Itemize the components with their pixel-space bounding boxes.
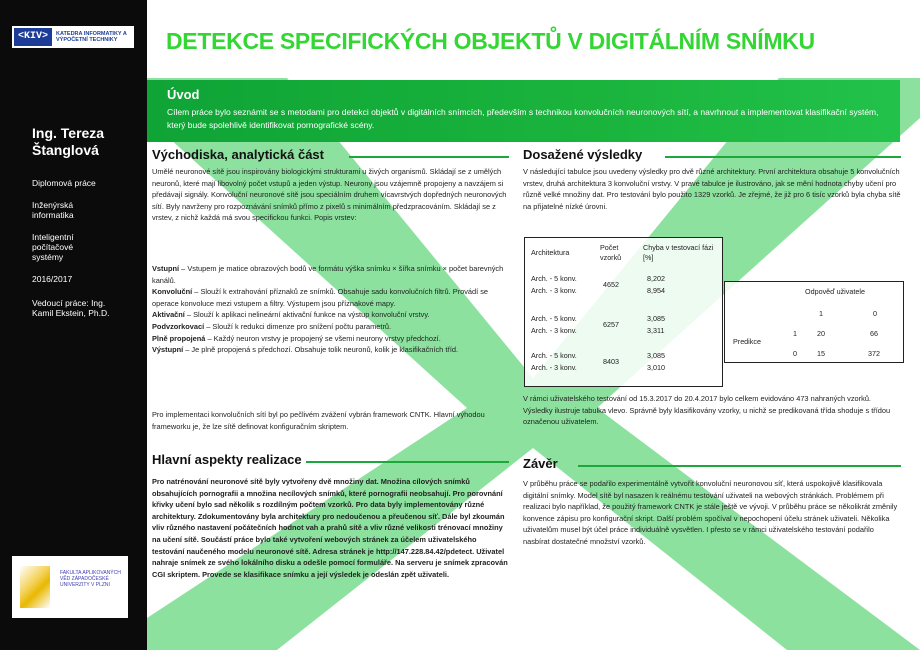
confusion-cell: 15 [817,349,825,358]
layer-item [152,321,510,333]
section-heading-vysledky: Dosažené výsledky [523,147,643,162]
table-cell: Arch. - 3 konv. [531,326,577,335]
table-cell: 8,954 [647,286,665,295]
layer-description: – Slouží k extrahování příznaků ze snímků. Obsahuje sadu konvolučních filtrů. Provádí se operace konvoluce mezi vstupem a filtry. Výstupem jsou příznakové mapy. [152,287,489,308]
table-header: Architektura [531,248,570,257]
section-divider [349,156,509,158]
confusion-row-label: 0 [793,349,797,358]
table-header: Počet vzorků [600,243,622,262]
table-cell: Arch. - 5 konv. [531,351,577,360]
confusion-cell: 66 [870,329,878,338]
poster-title: DETEKCE SPECIFICKÝCH OBJEKTŮ V DIGITÁLNÍM SNÍMKU [166,28,815,54]
confusion-table [724,281,904,363]
section-heading-zaver: Závěr [523,456,558,471]
vychodiska-paragraph: Umělé neuronové sítě jsou inspirovány biologickými strukturami u živých organismů. Skládají se z umělých neuronů, které mají libovolný počet vstupů a jeden výstup. Neurony jsou vzájemně propojeny a navzájem si předávají signály. Konvoluční neuronové sítě jsou speciálním druhem vícavrstvých dopředných neuronových sítí. Byly navrženy pro rozpoznávání snímků přímo z pixelů s minimálním předzpracováním. Skládají se z vrstev, z nichž každá má svou specifickou funkci. Popis vrstev: [152,167,507,223]
intro-text: Cílem práce bylo seznámit se s metodami pro detekci objektů v digitálních snímcích, především s technikou konvolučních neuronových sítí, a navrhnout a implementovat klasifikační systém, který bude spolehlivě identifikovat pornografické scény. [167,107,879,130]
layer-name: Konvoluční [152,287,193,297]
table-cell: 3,085 [647,314,665,323]
confusion-header: Odpověď uživatele [805,287,865,296]
study-field: Inženýrská informatika [32,200,74,220]
layer-name: Plně propojená [152,333,206,343]
layer-item [152,309,510,321]
kiv-logo-text: KATEDRA INFORMATIKY A VÝPOČETNÍ TECHNIKY [56,30,127,43]
layer-name: Vstupní [152,264,180,273]
layer-item [152,286,510,309]
table-cell: 4652 [603,280,619,289]
layer-description: – Je plně propojená s předchozí. Obsahuje tolik neuronů, kolik je klasifikačních tříd. [183,345,459,355]
layer-name: Aktivační [152,310,185,320]
confusion-col-label: 0 [873,309,877,318]
layer-name: Podvzorkovací [152,321,205,331]
academic-year: 2016/2017 [32,274,73,284]
table-cell: Arch. - 5 konv. [531,314,577,323]
layer-description: – Slouží k aplikaci nelineární aktivační funkce na výstup konvoluční vrstvy. [184,310,430,320]
table-cell: 6257 [603,320,619,329]
intro-section [147,80,900,142]
confusion-row-header: Predikce [733,337,761,346]
table-cell: 8403 [603,357,619,366]
table-cell: 8,202 [647,274,665,283]
confusion-col-label: 1 [819,309,823,318]
vysledky-paragraph-2: V rámci uživatelského testování od 15.3.2017 do 20.4.2017 bylo celkem evidováno 473 nahraných vzorků. Výsledky ilustruje tabulka vlevo. Správně byly klasifikovány vzorky, u nichž se predikovaná třída shoduje s třídou označenou uživatelem. [523,394,891,427]
table-cell: 3,311 [647,326,665,335]
confusion-cell: 20 [817,329,825,338]
section-heading-aspekty: Hlavní aspekty realizace [152,452,302,467]
layer-name: Výstupní [152,345,184,355]
kiv-logo-mark: <KIV> [14,28,52,46]
table-cell: Arch. - 3 konv. [531,286,577,295]
kiv-logo [12,26,134,48]
layer-item [152,344,510,356]
layer-description: – Každý neuron vrstvy je propojený se všemi neurony vrstvy předchozí. [205,333,441,343]
layer-item [152,263,510,286]
zcu-logo-text: FAKULTA APLIKOVANÝCH VĚD ZÁPADOČESKÉ UNIVERZITY V PLZNI [60,570,121,589]
vysledky-paragraph: V následující tabulce jsou uvedeny výsledky pro dvě různé architektury. První architektura obsahuje 5 konvolučních vrstev, druhá architektura 3 konvoluční vrstvy. V pravé tabulce je ilustrováno, jak se mění hodnota chyby učení pro různě velké množiny dat. Pro testování bylo použito 1329 vzorků. Je zřejmé, že již pro 6 tisíc vzorků byla chyba sítě na přijatelné nízké úrovni. [523,167,901,211]
layer-description: – Slouží k redukci dimenze pro snížení počtu parametrů. [204,321,392,331]
table-cell: Arch. - 5 konv. [531,274,577,283]
sidebar [0,0,147,650]
table-cell: 3,085 [647,351,665,360]
table-cell: Arch. - 3 konv. [531,363,577,372]
author-name: Ing. Tereza Štanglová [32,125,105,158]
intro-heading: Úvod [167,87,200,102]
zcu-logo-mark [20,566,50,608]
results-table [524,237,723,387]
layer-description: – Vstupem je matice obrazových bodů ve formátu výška snímku × šířka snímku × počet barevných kanálů. [152,264,504,285]
thesis-type: Diplomová práce [32,178,96,188]
section-divider [578,465,901,467]
aspekty-paragraph: Pro natrénování neuronové sítě byly vytvořeny dvě množiny dat. Množina cílových snímků obsahujících pornografii a množina necílových snímků, které pornografii neobsahují. Pro porovnání křivky učení bylo sad několik s rozdílným počtem vzorků. Pro data byly implementovány různé architektury. Zdokumentovány byla architektury pro nedoučenou a přeučenou síť. Dále byl zkoumán vliv různého nastavení počátečních hodnot vah a prahů sítě a vliv různé velikosti trénovací množiny na učení sítě. Součástí práce bylo také vytvoření webových stránek za účelem uživatelského testování naučeného modelu neuronové sítě. Adresa stránek je http://147.228.84.42/pdetect. Uživatel nahraje snímek ze svého lokálního disku a odešle pomocí formuláře. Na serveru je snímek zpracován CGI skriptem. Provede se klasifikace snímku a její výsledek je odeslán zpět uživateli. [152,477,508,579]
section-divider [306,461,509,463]
layer-item [152,333,510,345]
zaver-paragraph: V průběhu práce se podařilo experimentálně vytvořit konvoluční neuronovou síť, která uspokojivě klasifikovala digitální snímky. Model sítě byl nasazen k reálnému testování uživateli na webových stránkách. Problémem při realizaci bylo například, že použitý framework CNTK je stále ještě ve vývoji. V průběhu práce se několikrát změnily konvence zápisu pro konfigurační skript. Další problém spočíval v nepochopení účelu stránek uživateli. Několika uživatelům musel být účel práce individuálně vysvětlen. I přesto se v rámci uživatelského testování podařilo nasbírat dostatečné množství vzorků. [523,479,898,546]
supervisor: Vedoucí práce: Ing. Kamil Ekstein, Ph.D. [32,298,110,318]
table-cell: 3,010 [647,363,665,372]
section-divider [665,156,901,158]
section-heading-vychodiska: Východiska, analytická část [152,147,324,162]
specialization: Inteligentní počítačové systémy [32,232,74,262]
layer-list [152,263,510,356]
confusion-row-label: 1 [793,329,797,338]
vychodiska-paragraph-2: Pro implementaci konvolučních sítí byl po pečlivém zvážení vybrán framework CNTK. Hlavní výhodou frameworku je, že lze sítě definovat konfiguračním skriptem. [152,410,485,431]
table-header: Chyba v testovací fázi [%] [643,243,714,262]
confusion-cell: 372 [868,349,880,358]
zcu-logo [12,556,128,618]
